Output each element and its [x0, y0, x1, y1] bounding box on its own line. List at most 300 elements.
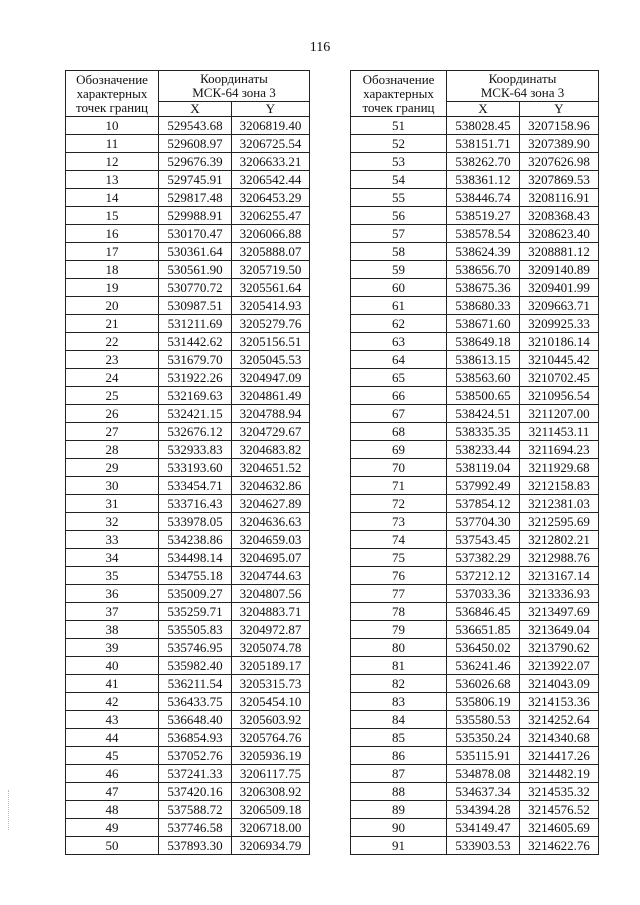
point-label-line2: характерных — [363, 85, 434, 101]
table-row — [351, 531, 599, 549]
table-row — [66, 711, 310, 729]
y-coordinate-cell: 3210956.54 — [520, 387, 599, 405]
point-label-line1: Обозначение — [362, 71, 435, 87]
point-number-cell: 51 — [351, 117, 447, 135]
x-coordinate-cell: 538671.60 — [447, 315, 520, 333]
point-number-cell: 46 — [66, 765, 159, 783]
point-number-cell: 33 — [66, 531, 159, 549]
y-coordinate-cell: 3204651.52 — [232, 459, 310, 477]
point-number-cell: 27 — [66, 423, 159, 441]
y-coordinate-cell: 3211694.23 — [520, 441, 599, 459]
y-coordinate-cell: 3206718.00 — [232, 819, 310, 837]
x-coordinate-cell: 529745.91 — [159, 171, 232, 189]
point-number-cell: 83 — [351, 693, 447, 711]
point-number-cell: 54 — [351, 171, 447, 189]
x-coordinate-cell: 529988.91 — [159, 207, 232, 225]
point-number-cell: 21 — [66, 315, 159, 333]
table-row — [351, 189, 599, 207]
x-coordinate-cell: 534149.47 — [447, 819, 520, 837]
x-coordinate-cell: 533716.43 — [159, 495, 232, 513]
y-coordinate-cell: 3214252.64 — [520, 711, 599, 729]
y-coordinate-cell: 3207626.98 — [520, 153, 599, 171]
x-coordinate-cell: 535982.40 — [159, 657, 232, 675]
table-row — [351, 153, 599, 171]
x-column-header: X — [159, 102, 232, 117]
table-row — [351, 549, 599, 567]
y-coordinate-cell: 3206509.18 — [232, 801, 310, 819]
y-coordinate-cell: 3204636.63 — [232, 513, 310, 531]
table-row — [351, 423, 599, 441]
x-coordinate-cell: 532169.63 — [159, 387, 232, 405]
table-row — [351, 315, 599, 333]
x-coordinate-cell: 537241.33 — [159, 765, 232, 783]
y-coordinate-cell: 3204683.82 — [232, 441, 310, 459]
table-row — [351, 495, 599, 513]
x-coordinate-cell: 530770.72 — [159, 279, 232, 297]
x-coordinate-cell: 529817.48 — [159, 189, 232, 207]
y-coordinate-cell: 3206934.79 — [232, 837, 310, 855]
table-body-right — [351, 117, 599, 855]
x-column-header: X — [447, 102, 520, 117]
point-number-cell: 56 — [351, 207, 447, 225]
table-row — [66, 297, 310, 315]
table-row — [66, 405, 310, 423]
table-row — [351, 621, 599, 639]
table-row — [351, 459, 599, 477]
x-coordinate-cell: 538361.12 — [447, 171, 520, 189]
table-row — [66, 225, 310, 243]
coords-label-line1: Координаты — [200, 71, 268, 86]
y-coordinate-cell: 3204695.07 — [232, 549, 310, 567]
y-coordinate-cell: 3204744.63 — [232, 567, 310, 585]
x-coordinate-cell: 531211.69 — [159, 315, 232, 333]
table-row — [66, 117, 310, 135]
x-coordinate-cell: 530561.90 — [159, 261, 232, 279]
point-number-cell: 44 — [66, 729, 159, 747]
y-coordinate-cell: 3212802.21 — [520, 531, 599, 549]
y-column-header: Y — [520, 102, 599, 117]
y-coordinate-cell: 3208368.43 — [520, 207, 599, 225]
point-number-cell: 13 — [66, 171, 159, 189]
y-coordinate-cell: 3206117.75 — [232, 765, 310, 783]
y-coordinate-cell: 3205888.07 — [232, 243, 310, 261]
table-row — [66, 495, 310, 513]
table-row — [66, 441, 310, 459]
point-number-cell: 73 — [351, 513, 447, 531]
y-coordinate-cell: 3214576.52 — [520, 801, 599, 819]
table-row — [66, 531, 310, 549]
y-coordinate-cell: 3204807.56 — [232, 585, 310, 603]
x-coordinate-cell: 536450.02 — [447, 639, 520, 657]
x-coordinate-cell: 537893.30 — [159, 837, 232, 855]
point-number-cell: 39 — [66, 639, 159, 657]
x-coordinate-cell: 537588.72 — [159, 801, 232, 819]
point-number-cell: 65 — [351, 369, 447, 387]
y-coordinate-cell: 3214605.69 — [520, 819, 599, 837]
x-coordinate-cell: 538500.65 — [447, 387, 520, 405]
x-coordinate-cell: 536854.93 — [159, 729, 232, 747]
point-label-header — [351, 71, 447, 117]
y-coordinate-cell: 3207389.90 — [520, 135, 599, 153]
y-coordinate-cell: 3209663.71 — [520, 297, 599, 315]
table-row — [66, 351, 310, 369]
point-number-cell: 40 — [66, 657, 159, 675]
x-coordinate-cell: 532676.12 — [159, 423, 232, 441]
y-coordinate-cell: 3206542.44 — [232, 171, 310, 189]
x-coordinate-cell: 537543.45 — [447, 531, 520, 549]
table-row — [351, 513, 599, 531]
point-number-cell: 11 — [66, 135, 159, 153]
table-row — [351, 639, 599, 657]
x-coordinate-cell: 538680.33 — [447, 297, 520, 315]
y-coordinate-cell: 3206633.21 — [232, 153, 310, 171]
x-coordinate-cell: 538151.71 — [447, 135, 520, 153]
y-coordinate-cell: 3213922.07 — [520, 657, 599, 675]
x-coordinate-cell: 534878.08 — [447, 765, 520, 783]
y-coordinate-cell: 3214340.68 — [520, 729, 599, 747]
point-number-cell: 37 — [66, 603, 159, 621]
y-coordinate-cell: 3213167.14 — [520, 567, 599, 585]
point-label-line1: Обозначение — [76, 71, 148, 87]
table-row — [66, 153, 310, 171]
y-coordinate-cell: 3205279.76 — [232, 315, 310, 333]
table-row — [66, 315, 310, 333]
table-row — [351, 675, 599, 693]
x-coordinate-cell: 537992.49 — [447, 477, 520, 495]
x-coordinate-cell: 538624.39 — [447, 243, 520, 261]
y-coordinate-cell: 3208881.12 — [520, 243, 599, 261]
point-number-cell: 14 — [66, 189, 159, 207]
point-number-cell: 63 — [351, 333, 447, 351]
table-row — [66, 819, 310, 837]
x-coordinate-cell: 531442.62 — [159, 333, 232, 351]
table-row — [66, 387, 310, 405]
y-coordinate-cell: 3209925.33 — [520, 315, 599, 333]
y-coordinate-cell: 3205156.51 — [232, 333, 310, 351]
point-number-cell: 26 — [66, 405, 159, 423]
table-row — [351, 801, 599, 819]
table-row — [66, 765, 310, 783]
table-row — [66, 333, 310, 351]
table-row — [351, 387, 599, 405]
table-row — [351, 819, 599, 837]
point-number-cell: 45 — [66, 747, 159, 765]
x-coordinate-cell: 536241.46 — [447, 657, 520, 675]
table-row — [351, 207, 599, 225]
table-row — [351, 171, 599, 189]
y-coordinate-cell: 3204788.94 — [232, 405, 310, 423]
x-coordinate-cell: 532933.83 — [159, 441, 232, 459]
point-number-cell: 31 — [66, 495, 159, 513]
x-coordinate-cell: 538649.18 — [447, 333, 520, 351]
table-row — [351, 279, 599, 297]
point-number-cell: 25 — [66, 387, 159, 405]
y-coordinate-cell: 3206453.29 — [232, 189, 310, 207]
point-number-cell: 88 — [351, 783, 447, 801]
y-coordinate-cell: 3213336.93 — [520, 585, 599, 603]
x-coordinate-cell: 537033.36 — [447, 585, 520, 603]
point-number-cell: 43 — [66, 711, 159, 729]
x-coordinate-cell: 538424.51 — [447, 405, 520, 423]
table-row — [66, 693, 310, 711]
x-coordinate-cell: 536211.54 — [159, 675, 232, 693]
x-coordinate-cell: 534394.28 — [447, 801, 520, 819]
point-number-cell: 89 — [351, 801, 447, 819]
x-coordinate-cell: 530170.47 — [159, 225, 232, 243]
table-row — [66, 135, 310, 153]
table-row — [66, 513, 310, 531]
x-coordinate-cell: 537854.12 — [447, 495, 520, 513]
y-coordinate-cell: 3210702.45 — [520, 369, 599, 387]
point-number-cell: 84 — [351, 711, 447, 729]
table-row — [351, 477, 599, 495]
x-coordinate-cell: 538578.54 — [447, 225, 520, 243]
table-row — [66, 729, 310, 747]
x-coordinate-cell: 536651.85 — [447, 621, 520, 639]
x-coordinate-cell: 538446.74 — [447, 189, 520, 207]
table-row — [66, 477, 310, 495]
x-coordinate-cell: 531679.70 — [159, 351, 232, 369]
point-number-cell: 76 — [351, 567, 447, 585]
table-row — [66, 171, 310, 189]
x-coordinate-cell: 535009.27 — [159, 585, 232, 603]
margin-scan-mark — [8, 790, 11, 830]
table-row — [66, 639, 310, 657]
point-number-cell: 77 — [351, 585, 447, 603]
point-number-cell: 80 — [351, 639, 447, 657]
point-number-cell: 15 — [66, 207, 159, 225]
x-coordinate-cell: 532421.15 — [159, 405, 232, 423]
x-coordinate-cell: 537420.16 — [159, 783, 232, 801]
y-coordinate-cell: 3213649.04 — [520, 621, 599, 639]
table-row — [66, 459, 310, 477]
point-number-cell: 12 — [66, 153, 159, 171]
x-coordinate-cell: 534498.14 — [159, 549, 232, 567]
table-row — [66, 675, 310, 693]
y-coordinate-cell: 3204627.89 — [232, 495, 310, 513]
x-coordinate-cell: 538262.70 — [447, 153, 520, 171]
point-number-cell: 62 — [351, 315, 447, 333]
y-coordinate-cell: 3204861.49 — [232, 387, 310, 405]
point-number-cell: 34 — [66, 549, 159, 567]
point-label-line3: точек границ — [362, 99, 435, 115]
y-coordinate-cell: 3204972.87 — [232, 621, 310, 639]
y-coordinate-cell: 3214153.36 — [520, 693, 599, 711]
x-coordinate-cell: 535746.95 — [159, 639, 232, 657]
y-coordinate-cell: 3205315.73 — [232, 675, 310, 693]
y-coordinate-cell: 3205074.78 — [232, 639, 310, 657]
point-number-cell: 64 — [351, 351, 447, 369]
table-row — [351, 243, 599, 261]
point-label-line2: характерных — [76, 85, 148, 101]
point-number-cell: 42 — [66, 693, 159, 711]
point-number-cell: 82 — [351, 675, 447, 693]
coordinates-table-left — [65, 70, 310, 855]
x-coordinate-cell: 538675.36 — [447, 279, 520, 297]
table-row — [66, 783, 310, 801]
x-coordinate-cell: 534755.18 — [159, 567, 232, 585]
table-row — [66, 279, 310, 297]
x-coordinate-cell: 534238.86 — [159, 531, 232, 549]
point-label-line3: точек границ — [75, 99, 149, 115]
point-number-cell: 28 — [66, 441, 159, 459]
point-number-cell: 70 — [351, 459, 447, 477]
point-number-cell: 47 — [66, 783, 159, 801]
y-coordinate-cell: 3204659.03 — [232, 531, 310, 549]
page-number: 116 — [309, 40, 331, 55]
table-row — [66, 801, 310, 819]
point-number-cell: 23 — [66, 351, 159, 369]
x-coordinate-cell: 535350.24 — [447, 729, 520, 747]
x-coordinate-cell: 538656.70 — [447, 261, 520, 279]
point-number-cell: 75 — [351, 549, 447, 567]
table-row — [351, 297, 599, 315]
table-row — [66, 567, 310, 585]
x-coordinate-cell: 536846.45 — [447, 603, 520, 621]
point-number-cell: 19 — [66, 279, 159, 297]
point-number-cell: 61 — [351, 297, 447, 315]
x-coordinate-cell: 538563.60 — [447, 369, 520, 387]
table-row — [351, 711, 599, 729]
table-row — [351, 369, 599, 387]
point-number-cell: 22 — [66, 333, 159, 351]
table-row — [66, 423, 310, 441]
point-number-cell: 52 — [351, 135, 447, 153]
coords-label-line2: МСК-64 зона 3 — [192, 85, 276, 100]
table-row — [66, 261, 310, 279]
point-number-cell: 49 — [66, 819, 159, 837]
coords-label-header — [447, 71, 599, 102]
table-row — [351, 747, 599, 765]
y-coordinate-cell: 3212988.76 — [520, 549, 599, 567]
point-number-cell: 85 — [351, 729, 447, 747]
y-coordinate-cell: 3205189.17 — [232, 657, 310, 675]
y-coordinate-cell: 3205045.53 — [232, 351, 310, 369]
y-coordinate-cell: 3206066.88 — [232, 225, 310, 243]
point-number-cell: 71 — [351, 477, 447, 495]
x-coordinate-cell: 537212.12 — [447, 567, 520, 585]
point-number-cell: 67 — [351, 405, 447, 423]
x-coordinate-cell: 534637.34 — [447, 783, 520, 801]
x-coordinate-cell: 529543.68 — [159, 117, 232, 135]
y-coordinate-cell: 3207158.96 — [520, 117, 599, 135]
y-coordinate-cell: 3212158.83 — [520, 477, 599, 495]
x-coordinate-cell: 538519.27 — [447, 207, 520, 225]
point-number-cell: 58 — [351, 243, 447, 261]
table-row — [351, 657, 599, 675]
point-number-cell: 30 — [66, 477, 159, 495]
y-column-header: Y — [232, 102, 310, 117]
table-row — [351, 603, 599, 621]
y-coordinate-cell: 3204883.71 — [232, 603, 310, 621]
x-coordinate-cell: 538119.04 — [447, 459, 520, 477]
table-row — [66, 207, 310, 225]
y-coordinate-cell: 3212595.69 — [520, 513, 599, 531]
y-coordinate-cell: 3209401.99 — [520, 279, 599, 297]
y-coordinate-cell: 3210186.14 — [520, 333, 599, 351]
x-coordinate-cell: 533193.60 — [159, 459, 232, 477]
y-coordinate-cell: 3206308.92 — [232, 783, 310, 801]
x-coordinate-cell: 530987.51 — [159, 297, 232, 315]
x-coordinate-cell: 536433.75 — [159, 693, 232, 711]
point-number-cell: 78 — [351, 603, 447, 621]
point-number-cell: 32 — [66, 513, 159, 531]
table-row — [66, 837, 310, 855]
table-row — [351, 783, 599, 801]
y-coordinate-cell: 3208623.40 — [520, 225, 599, 243]
point-number-cell: 18 — [66, 261, 159, 279]
point-number-cell: 81 — [351, 657, 447, 675]
y-coordinate-cell: 3214417.26 — [520, 747, 599, 765]
y-coordinate-cell: 3211453.11 — [520, 423, 599, 441]
table-row — [351, 585, 599, 603]
y-coordinate-cell: 3213497.69 — [520, 603, 599, 621]
table-body-left — [66, 117, 310, 855]
x-coordinate-cell: 537052.76 — [159, 747, 232, 765]
y-coordinate-cell: 3208116.91 — [520, 189, 599, 207]
x-coordinate-cell: 535259.71 — [159, 603, 232, 621]
y-coordinate-cell: 3205454.10 — [232, 693, 310, 711]
y-coordinate-cell: 3214482.19 — [520, 765, 599, 783]
point-number-cell: 90 — [351, 819, 447, 837]
table-row — [351, 135, 599, 153]
y-coordinate-cell: 3205764.76 — [232, 729, 310, 747]
y-coordinate-cell: 3205603.92 — [232, 711, 310, 729]
x-coordinate-cell: 533903.53 — [447, 837, 520, 855]
x-coordinate-cell: 538233.44 — [447, 441, 520, 459]
point-number-cell: 48 — [66, 801, 159, 819]
y-coordinate-cell: 3211207.00 — [520, 405, 599, 423]
x-coordinate-cell: 535505.83 — [159, 621, 232, 639]
table-row — [66, 603, 310, 621]
point-number-cell: 66 — [351, 387, 447, 405]
x-coordinate-cell: 529676.39 — [159, 153, 232, 171]
point-number-cell: 74 — [351, 531, 447, 549]
table-row — [66, 585, 310, 603]
table-row — [351, 261, 599, 279]
y-coordinate-cell: 3213790.62 — [520, 639, 599, 657]
y-coordinate-cell: 3204947.09 — [232, 369, 310, 387]
coords-label-line2: МСК-64 зона 3 — [480, 85, 565, 100]
table-row — [351, 729, 599, 747]
y-coordinate-cell: 3212381.03 — [520, 495, 599, 513]
table-row — [66, 747, 310, 765]
table-row — [351, 837, 599, 855]
x-coordinate-cell: 533978.05 — [159, 513, 232, 531]
point-number-cell: 36 — [66, 585, 159, 603]
table-row — [351, 333, 599, 351]
x-coordinate-cell: 537746.58 — [159, 819, 232, 837]
point-number-cell: 53 — [351, 153, 447, 171]
table-row — [351, 117, 599, 135]
table-row — [351, 351, 599, 369]
y-coordinate-cell: 3204729.67 — [232, 423, 310, 441]
y-coordinate-cell: 3205414.93 — [232, 297, 310, 315]
x-coordinate-cell: 535115.91 — [447, 747, 520, 765]
y-coordinate-cell: 3211929.68 — [520, 459, 599, 477]
table-row — [66, 657, 310, 675]
x-coordinate-cell: 530361.64 — [159, 243, 232, 261]
table-row — [351, 567, 599, 585]
point-number-cell: 17 — [66, 243, 159, 261]
point-label-header — [66, 71, 159, 117]
x-coordinate-cell: 531922.26 — [159, 369, 232, 387]
x-coordinate-cell: 538028.45 — [447, 117, 520, 135]
point-number-cell: 20 — [66, 297, 159, 315]
table-row — [66, 243, 310, 261]
y-coordinate-cell: 3205936.19 — [232, 747, 310, 765]
point-number-cell: 69 — [351, 441, 447, 459]
